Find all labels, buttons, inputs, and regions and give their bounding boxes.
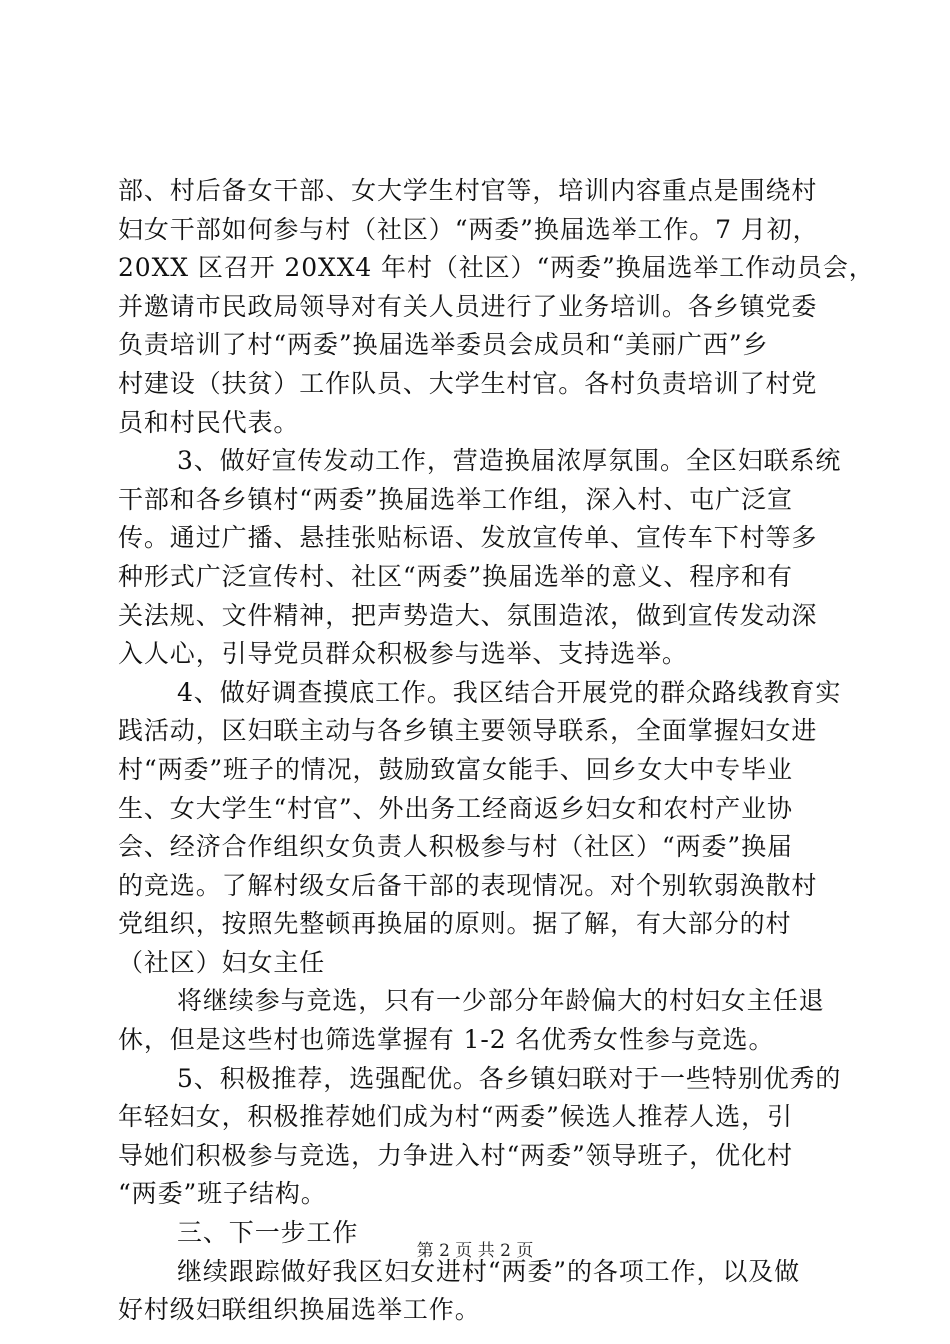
text-line: （社区）妇女主任 — [118, 947, 326, 977]
text-line: 入人心，引导党员群众积极参与选举、支持选举。 — [118, 639, 688, 669]
text-line: 休，但是这些村也筛选掌握有 1-2 名优秀女性参与竞选。 — [118, 1025, 775, 1055]
text-line: 并邀请市民政局领导对有关人员进行了业务培训。各乡镇党委 — [118, 291, 818, 321]
text-line: “两委”班子结构。 — [118, 1179, 327, 1209]
text-line: 种形式广泛宣传村、社区“两委”换届选举的意义、程序和有 — [118, 561, 793, 591]
text-line: 负责培训了村“两委”换届选举委员会成员和“美丽广西”乡 — [118, 330, 769, 360]
text-line: 部、村后备女干部、女大学生村官等，培训内容重点是围绕村 — [118, 176, 818, 205]
paragraph-start-line: 4、做好调查摸底工作。我区结合开展党的群众路线教育实 — [177, 677, 842, 707]
text-line: 的竞选。了解村级女后备干部的表现情况。对个别软弱涣散村 — [118, 870, 818, 900]
text-line: 年轻妇女，积极推荐她们成为村“两委”候选人推荐人选，引 — [118, 1102, 793, 1132]
text-line: 党组织，按照先整顿再换届的原则。据了解，有大部分的村 — [118, 909, 792, 939]
text-line: 会、经济合作组织女负责人积极参与村（社区）“两委”换届 — [118, 832, 793, 862]
text-line: 村“两委”班子的情况，鼓励致富女能手、回乡女大中专毕业 — [118, 754, 793, 784]
text-line: 导她们积极参与竞选，力争进入村“两委”领导班子，优化村 — [118, 1140, 793, 1170]
paragraph-start-line: 将继续参与竞选，只有一少部分年龄偏大的村妇女主任退 — [177, 986, 825, 1016]
text-line: 员和村民代表。 — [118, 407, 300, 437]
text-line: 干部和各乡镇村“两委”换届选举工作组，深入村、屯广泛宣 — [118, 484, 793, 514]
text-line: 践活动，区妇联主动与各乡镇主要领导联系，全面掌握妇女进 — [118, 716, 818, 746]
text-line: 关法规、文件精神，把声势造大、氛围造浓，做到宣传发动深 — [118, 600, 818, 630]
paragraph-start-line: 3、做好宣传发动工作，营造换届浓厚氛围。全区妇联系统 — [177, 446, 842, 476]
paragraph-start-line: 三、下一步工作 — [177, 1218, 359, 1248]
paragraph-start-line: 5、积极推荐，选强配优。各乡镇妇联对于一些特别优秀的 — [177, 1063, 842, 1093]
text-line: 20XX 区召开 20XX4 年村（社区）“两委”换届选举工作动员会， — [118, 253, 875, 283]
text-line: 妇女干部如何参与村（社区）“两委”换届选举工作。7 月初， — [118, 214, 819, 244]
text-line: 村建设（扶贫）工作队员、大学生村官。各村负责培训了村党 — [118, 368, 818, 398]
text-line: 传。通过广播、悬挂张贴标语、发放宣传单、宣传车下村等多 — [118, 523, 818, 553]
page-number-footer: 第 2 页 共 2 页 — [416, 1241, 534, 1261]
paragraph-start-line: 继续跟踪做好我区妇女进村“两委”的各项工作，以及做 — [177, 1256, 801, 1286]
text-line: 好村级妇联组织换届选举工作。 — [118, 1295, 481, 1325]
document-body — [118, 172, 875, 1330]
text-line: 生、女大学生“村官”、外出务工经商返乡妇女和农村产业协 — [118, 793, 793, 823]
